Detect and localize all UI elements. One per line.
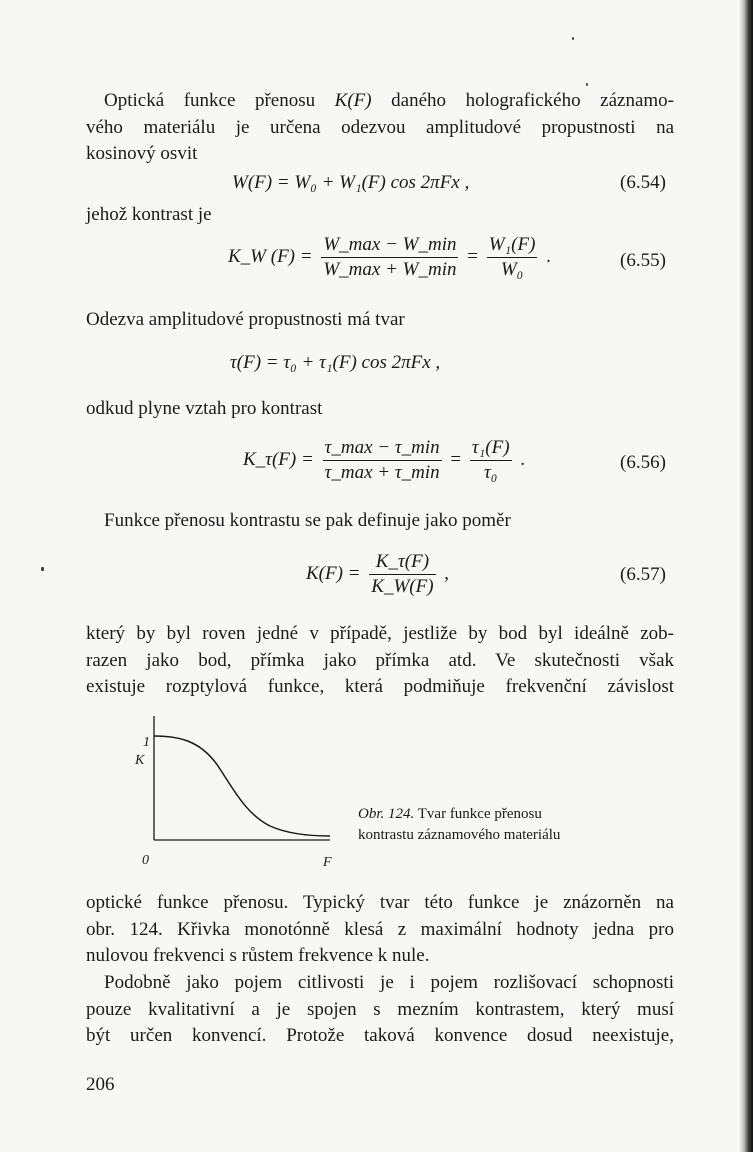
equation-6-57-tail: , — [444, 562, 450, 584]
figure-124-caption — [358, 804, 658, 846]
equation-6-55-fraction-2 — [487, 234, 538, 281]
equation-6-57-lhs: K(F) = — [306, 562, 361, 584]
equation-6-55-denominator-2: W₀ — [500, 259, 524, 280]
caption-text-2: kontrastu záznamového materiálu — [358, 827, 561, 843]
para-similar-line-1: Podobně jako pojem citlivosti je i pojem rozlišovací schopnosti — [104, 972, 674, 993]
para-similar-line-2: pouze kvalitativní a je spojen s mezním kontrastem, který musí — [86, 998, 674, 1020]
intro-line-3: kosinový osvit — [86, 143, 198, 164]
equation-6-57 — [306, 551, 449, 598]
equation-6-54 — [232, 172, 469, 194]
equation-6-57-fraction — [369, 551, 435, 598]
para-after-line-2: razen jako bod, přímka jako přímka atd. Ve skutečnosti však — [86, 649, 674, 671]
definition-intro — [86, 508, 674, 535]
equation-6-56-fraction-2 — [470, 437, 512, 484]
page-number: 206 — [86, 1074, 115, 1095]
equation-6-55-fraction-1 — [321, 234, 458, 281]
equation-6-56-equals: = — [450, 448, 462, 470]
equation-tau — [230, 352, 440, 374]
equation-6-55-tail: . — [546, 245, 551, 267]
intro-paragraph — [86, 88, 674, 168]
page-edge-shadow — [739, 0, 753, 1152]
origin-label: 0 — [142, 853, 149, 868]
equation-6-56 — [243, 437, 525, 484]
equation-6-56-denominator-1: τ_max + τ_min — [324, 462, 440, 483]
para-optical-line-2: obr. 124. Křivka monotónně klesá z maximální hodnoty jedna pro — [86, 918, 674, 940]
definition-intro-text: Funkce přenosu kontrastu se pak definuje jako poměr — [104, 510, 511, 531]
intro-text-b: daného holografického záznamo- — [391, 90, 675, 111]
para-similar — [86, 970, 674, 1050]
equation-6-55-number: (6.55) — [620, 250, 666, 271]
contrast-transfer-curve — [154, 736, 330, 836]
equation-6-55-numerator-1: W_max − W_min — [321, 234, 458, 258]
equation-6-56-fraction-1 — [323, 437, 442, 484]
caption-label: Obr. 124. — [358, 806, 415, 822]
intro-text-a: Optická funkce přenosu — [104, 90, 316, 111]
equation-6-55-numerator-2: W₁(F) — [487, 234, 538, 258]
equation-tau-expr: τ(F) = τ₀ + τ₁(F) cos 2πFx , — [230, 352, 441, 373]
equation-6-56-numerator-1: τ_max − τ_min — [323, 437, 442, 461]
caption-text-1: Tvar funkce přenosu — [417, 806, 542, 822]
scan-speck — [41, 567, 44, 571]
figure-124-plot — [130, 716, 350, 876]
x-axis-label: F — [323, 855, 332, 870]
equation-6-56-lhs: K_τ(F) = — [243, 448, 314, 470]
equation-6-55-lhs: K_W (F) = — [228, 245, 313, 267]
scan-speck — [572, 37, 574, 40]
equation-6-56-numerator-2: τ₁(F) — [470, 437, 512, 461]
para-similar-line-3: být určen konvencí. Protože taková konvence dosud neexistuje, — [86, 1025, 674, 1046]
relation-intro — [86, 396, 674, 423]
para-after-line-3: existuje rozptylová funkce, která podmiňuje frekvenční závislost — [86, 676, 674, 697]
equation-6-57-number: (6.57) — [620, 564, 666, 585]
para-optical — [86, 890, 674, 970]
y-axis-label: K — [135, 753, 145, 768]
contrast-intro — [86, 202, 674, 229]
response-intro-text: Odezva amplitudové propustnosti má tvar — [86, 309, 405, 330]
contrast-intro-text: jehož kontrast je — [86, 204, 212, 225]
equation-6-57-denominator: K_W(F) — [371, 576, 434, 597]
intro-line-2: vého materiálu je určena odezvou amplitudové propustnosti na — [86, 116, 674, 138]
equation-6-54-number: (6.54) — [620, 172, 666, 193]
equation-6-55 — [228, 234, 551, 281]
equation-6-56-number: (6.56) — [620, 452, 666, 473]
equation-6-55-denominator-1: W_max + W_min — [323, 259, 457, 280]
equation-6-56-denominator-2: τ₀ — [483, 462, 498, 483]
equation-6-54-expr: W(F) = W₀ + W₁(F) cos 2πFx , — [232, 172, 470, 193]
scan-speck — [586, 83, 588, 86]
para-optical-line-1: optické funkce přenosu. Typický tvar této funkce je znázorněn na — [86, 892, 674, 913]
para-after-line-1: který by byl roven jedné v případě, jestliže by bod byl ideálně zob- — [86, 623, 674, 644]
equation-6-56-tail: . — [520, 448, 526, 470]
intro-symbol-kf: K(F) — [334, 90, 372, 111]
para-after-equation — [86, 621, 674, 701]
equation-6-55-equals: = — [467, 245, 478, 267]
equation-6-57-numerator: K_τ(F) — [369, 551, 435, 575]
y-tick-label: 1 — [143, 735, 150, 750]
relation-intro-text: odkud plyne vztah pro kontrast — [86, 398, 323, 419]
para-optical-line-3: nulovou frekvenci s růstem frekvence k nule. — [86, 945, 430, 966]
response-intro — [86, 307, 674, 334]
